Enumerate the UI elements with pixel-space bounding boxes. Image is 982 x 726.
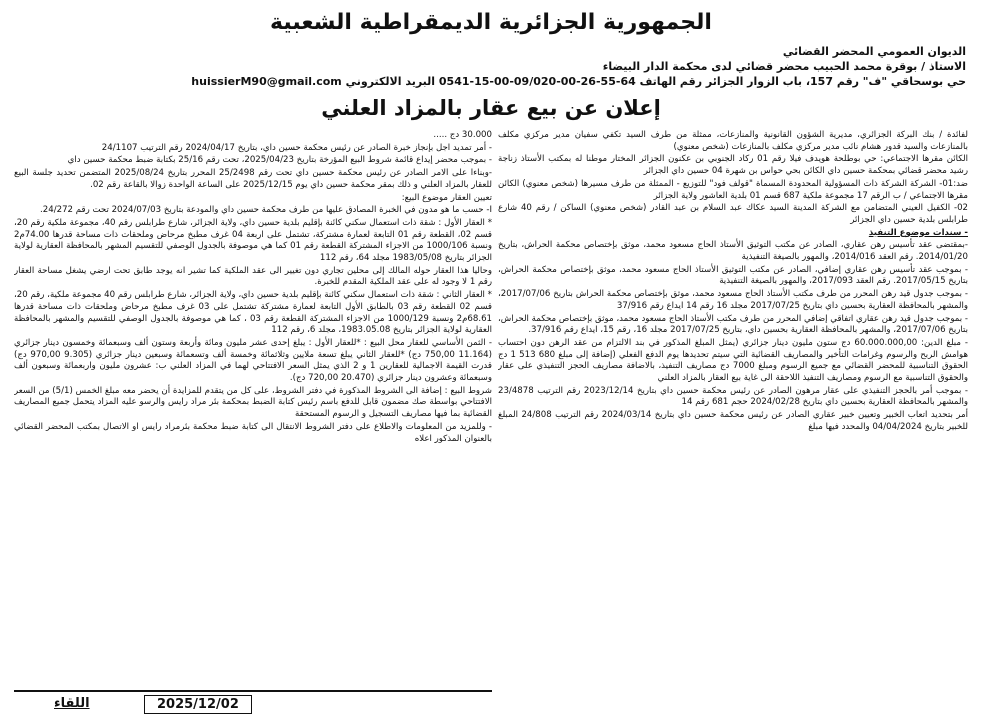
- paragraph: لفائدة / بنك البركة الجزائري، مديرية الشؤون القانونية والمنازعات، ممثلة من طرف السيد تكفي سفيان مدير مركزي مكلف بالمنازعات والسيد قدور هشام نائب مدير مركزي مكلف بالمنازعات (شخص معنوي): [498, 130, 968, 152]
- paragraph: ضد:01- الشركة الشركة ذات المسؤولية المحدودة المسماة "قولف فود" للتوزيع - الممثلة من طرف مسيرها (شخص معنوي) الكائن مقرها الاجتماعي / ب الرقم 17 مجموعة ملكية 687 قسم 01 بلدية العاشور ولاية الجزائر: [498, 178, 968, 201]
- paragraph: I- حسب ما هو مدون في الخبرة المصادق عليها من طرف محكمة حسين داي والمودعة بتاريخ 2024/07/03 تحت رقم 24/272.: [40, 205, 492, 216]
- paragraph: - بموجب جدول قيد رهن المحرر من طرف مكتب الأستاذ الحاج مسعود محمد، موثق بإختصاص محكمة الحراش بتاريخ 2017/07/06، والمشهر بالمحافظة العقارية بحسين داي بتاريخ 2017/07/25 مجلد 16 رقم 14 ايداع رقم 37/916: [498, 289, 968, 311]
- paragraph: - مبلغ الدين: 60.000.000,00 دج ستون مليون دينار جزائري (يمثل المبلغ المذكور في بند الالتزام من عقد الرهن دون احتساب هوامش الربح والرسوم وغرامات التأخير والمصاريف القضائية التي سيتم تحديدها يوم الدفع الفعلي (إضافة إلى مبلغ 680 513 1 دج الحقوق التناسبية للمحضر القضائي مع جميع الرسوم ومبلغ 7000 دج مصاريف التنفيذ، بالاضافة مصاريف الحجز التنفيذي على عقار والحقوق التناسبية مع الرسوم ومصاريف التنفيذ اللاحقة الى غاية بيع العقار بالمزاد العلني: [498, 337, 968, 384]
- paragraph: تعيين العقار موضوع البيع:: [401, 192, 492, 203]
- section-heading: - سندات موضوع التنفيذ: [868, 227, 968, 238]
- publication-date: 2025/12/02: [144, 695, 252, 714]
- paragraph: - بموجب محضر إيداع قائمة شروط البيع المؤرخة بتاريخ 2025/04/23، تحت رقم 25/16 بكتابة ضبط محكمة حسين داي: [67, 155, 492, 166]
- paragraph: 30.000 دج .....: [433, 130, 492, 140]
- paragraph: شروط البيع : إضافة الى الشروط المذكورة في دفتر الشروط، على كل من يتقدم للمزايدة أن يحضر معه مبلغ الخمس (5/1) من السعر الافتتاحي بواسطة صك مضمون قابل للدفع باسم رئيس كتابة الضبط بمحكمة بئر مراد رايس والرسو عليه المزاد يتحمل جميع المصاريف القضائية بما فيها مصاريف التسجيل و الرسوم المستحقة: [14, 385, 492, 420]
- paragraph: وحاليا هذا العقار حوله المالك إلى محلين تجاري دون تغيير الى عقد الملكية كما تشير انه يوجد طابق تحت ارضي يشغل مساحة العقار رقم 1 لا وجود له على عقد الملكية المقدم للخبرة.: [14, 265, 492, 288]
- meeting-label: اللقاء: [54, 696, 90, 711]
- office-address: حي بوسحاقي "ف" رقم 157، باب الزوار الجزائر رقم الهاتف 64-55-26-00-09/020-00-15-0541 البريد الالكتروني huissierM90@gmail.com: [191, 75, 966, 88]
- paragraph: * العقار الأول : شقة ذات استعمال سكني كائنة بإقليم بلدية حسين داي، ولاية الجزائر، شارع طرابلس رقم 40، مجموعة ملكية رقم 20، قسم 02، القطعة رقم 01 التابعة لعمارة مشتركة، تشتمل على اربعة 04 غرف مطبخ مرحاض وملحقات ذات مساحة قدرها 74.00م2 ونسبة 1000/106 من الاجزاء المشتركة القطعة رقم 01 كما هي موصوفة بالجدول الوصفي للتقسيم المشهر بالمحافظة العقارية لولاية الجزائر بتاريخ 1983/05/08 مجلد 64، رقم 112: [14, 217, 492, 264]
- paragraph: - الثمن الأساسي للعقار محل البيع : *للعقار الأول : يبلغ إحدى عشر مليون ومائة وأربعة وستون ألف وسبعمائة وخمسون دينار جزائري (11.164 750,00 دج) *للعقار الثاني يبلغ تسعة ملايين وثلاثمائة وخمسة ألف وتسعمائة وسبعين دينار جزائري (9.305 970,00 دج) قدرت القيمة الاجمالية للعقارين 1 و 2 الذي يمثل السعر الافتتاحي لهما في المزاد العلني ب: عشرون مليون واربعمائة وسبعون ألف وسبعمائة وعشرون دينار جزائري (20.470 720,00 دج).: [14, 337, 492, 384]
- republic-heading: الجمهورية الجزائرية الديمقراطية الشعبية: [270, 10, 712, 35]
- paragraph: * العقار الثاني : شقة ذات استعمال سكني كائنة بإقليم بلدية حسين داي، ولاية الجزائر، شارع طرابلس رقم 40 مجموعة ملكية، رقم 20، قسم 02 القطعة رقم 03 بالطابق الأول التابعة لعمارة مشتركة تشتمل على 03 غرف مطبخ مرحاض وملحقات ذات مساحة قدرها 68.61م2 ونسبة 1000/129 من الاجزاء المشتركة القطعة رقم 03 ، كما هي موصوفة بالجدول الوصفي للتقسيم والمشهر بالمحافظة العقارية لولاية الجزائر بتاريخ 1983.05.08، مجلد 6، رقم 112: [14, 290, 492, 336]
- notice-footer: [14, 690, 492, 716]
- paragraph: -بمقتضى عقد تأسيس رهن عقاري، الصادر عن مكتب التوثيق الأستاذ الحاج مسعود محمد، موثق بإختصاص محكمة الحراش، بتاريخ 2014/01/20. رقم العقد 2014/016، والمهور بالصيغة التنفيذية: [498, 240, 968, 263]
- office-name: الديوان العمومي المحضر القضائي: [782, 45, 966, 58]
- paragraph: 02- الكفيل العيني المتضامن مع الشركة المدينة السيد عكاك عبد السلام بن عبد القادر (شخص معنوي) الساكن / رقم 40 شارع طرابلس بلدية حسين داي الجزائر: [498, 203, 968, 225]
- notice-title: إعلان عن بيع عقار بالمزاد العلني: [321, 96, 661, 120]
- left-column: [14, 130, 492, 690]
- bailiff-name: الاستاذ / بوقرة محمد الحبيب محضر قضائي لدى محكمة الدار البيضاء: [602, 60, 966, 73]
- paragraph: الكائن مقرها الاجتماعي: حي بوطلحة هويدف فيلا رقم 01 ركاد الجنوبي بن عكنون الجزائر المختار موطنا له بمكتب الأستاذ زناجة رشيد محضر قضائي بمحكمة حسين داي الكائن بحي حواس بن شهرة 04 حسين داي الجزائر: [498, 154, 968, 177]
- paragraph: - وللمزيد من المعلومات والاطلاع على دفتر الشروط الانتقال الى كتابة ضبط محكمة بئرمراد رايس او الاتصال بمكتب المحضر القضائي بالعنوان المذكور اعلاه: [14, 421, 492, 444]
- bailiff-office-block: [16, 44, 966, 89]
- paragraph: - بموجب جدول قيد رهن عقاري اتفاقي إضافي المحرر من طرف مكتب الأستاذ الحاج مسعود محمد، موثق بإختصاص محكمة الحراش، بتاريخ 2017/07/06، والمشهر بالمحافظة العقارية بحسين داي، بتاريخ 2017/07/25 مجلد 16، رقم 15، ايداع رقم 37/916.: [498, 313, 968, 336]
- paragraph: - بموجب أمر بالحجز التنفيذي على عقار مرهون الصادر عن رئيس محكمة حسين داي بتاريخ 2023/12/14 رقم الترتيب 23/4878 والمشهر بالمحافظة العقارية بحسين داي بتاريخ 2024/02/28 حجم 681 رقم 14: [498, 385, 968, 408]
- paragraph: - بموجب عقد تأسيس رهن عقاري إضافي، الصادر عن مكتب التوثيق الأستاذ الحاج مسعود محمد، موثق بإختصاص محكمة الحراش، بتاريخ 2017/05/15. رقم العقد 2017/093، والمهور بالصيغة التنفيذية: [498, 264, 968, 287]
- paragraph: -وبناءا على الامر الصادر عن رئيس محكمة حسين داي تحت رقم 25/2498 المحرر بتاريخ 2025/08/24 المتضمن تحديد جلسة البيع للعقار بالمزاد العلني و ذلك بمقر محكمة حسين داي يوم 2025/12/15 على الساعة الواحدة زوالا بالقاعة رقم 02.: [14, 168, 492, 190]
- right-column: [498, 130, 968, 718]
- paragraph: - أمر تمديد اجل بإنجاز خبرة الصادر عن رئيس محكمة حسين داي، بتاريخ 2024/04/17 رقم الترتيب 24/1107: [101, 142, 492, 153]
- paragraph: أمر بتحديد اتعاب الخبير وتعيين خبير عقاري الصادر عن رئيس محكمة حسين داي بتاريخ 2024/03/14 رقم الترتيب 24/808 المبلغ للخبير بتاريخ 04/04/2024 والمحدد فيها مبلغ: [498, 410, 968, 432]
